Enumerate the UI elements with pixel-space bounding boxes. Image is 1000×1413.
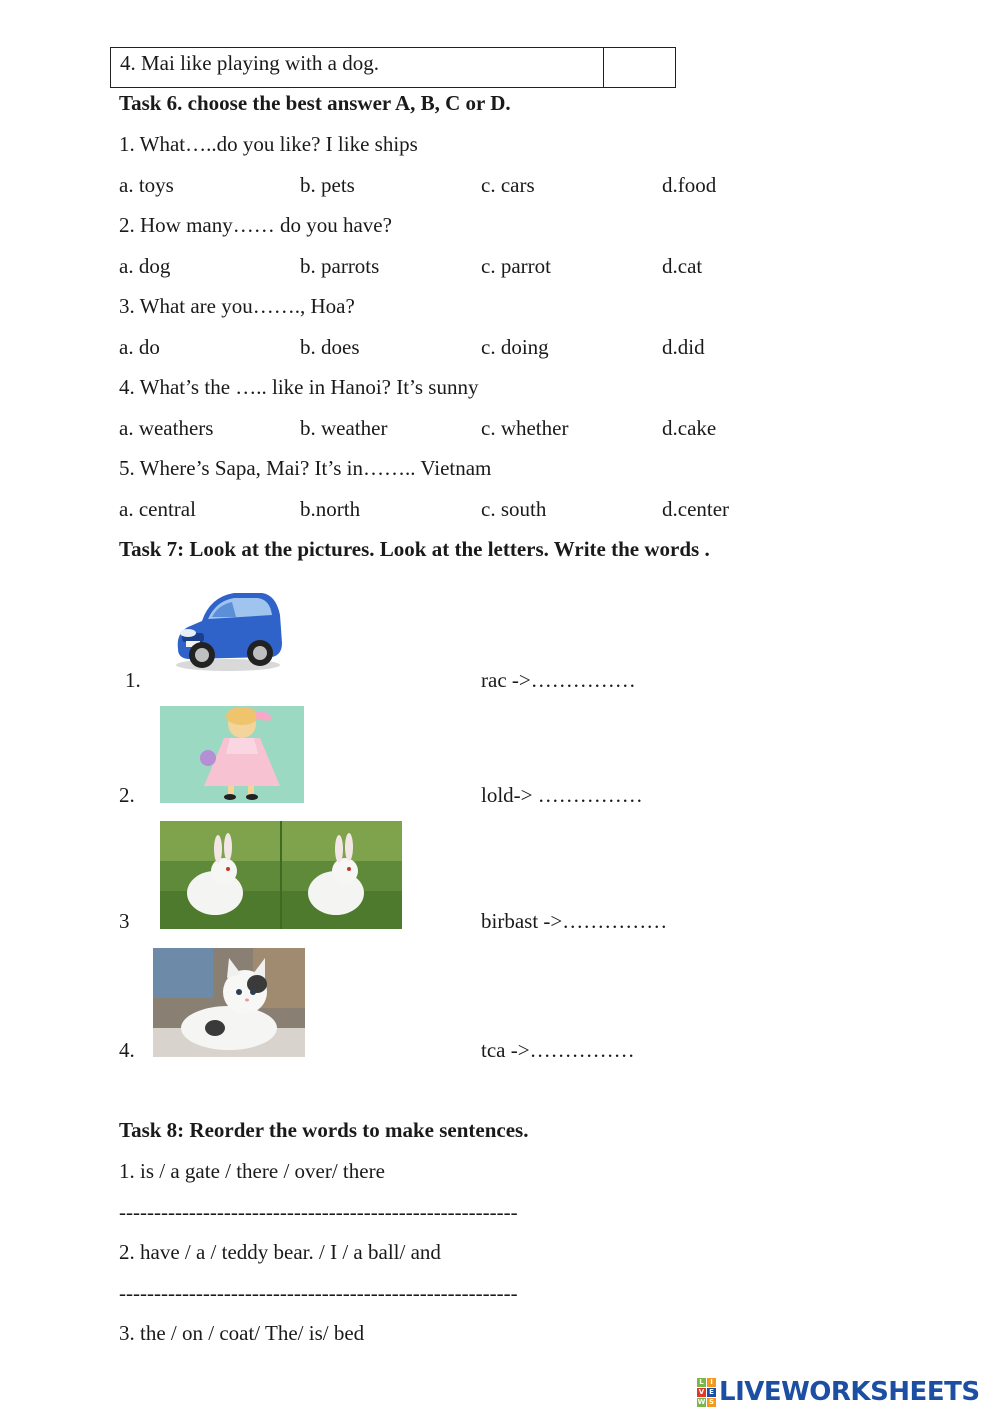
task7-item-1-scramble[interactable]: rac ->…………… xyxy=(481,668,636,692)
task8-answer-line-1[interactable]: --------------------------------------------------------- xyxy=(119,1200,518,1224)
logo-mark-icon xyxy=(697,1378,716,1407)
q2-option-d[interactable]: d.cat xyxy=(662,254,703,278)
q2-option-a[interactable]: a. dog xyxy=(119,254,171,278)
q1-option-c[interactable]: c. cars xyxy=(481,173,535,197)
q4-option-d[interactable]: d.cake xyxy=(662,416,717,440)
logo-mark-cell: E xyxy=(707,1388,716,1397)
logo-mark-cell: I xyxy=(707,1378,716,1387)
task6-question-5: 5. Where’s Sapa, Mai? It’s in…….. Vietnam xyxy=(119,456,492,480)
task6-title: Task 6. choose the best answer A, B, C or D. xyxy=(119,91,511,115)
task5-table-row xyxy=(110,47,676,88)
task7-item-4-number: 4. xyxy=(119,1038,135,1062)
task8-answer-line-2[interactable]: --------------------------------------------------------- xyxy=(119,1281,518,1305)
logo-mark-cell: W xyxy=(697,1397,706,1406)
table-divider xyxy=(603,48,604,87)
task8-question-1: 1. is / a gate / there / over/ there xyxy=(119,1159,385,1183)
logo-text: LIVEWORKSHEETS xyxy=(719,1377,980,1407)
task7-item-4-scramble[interactable]: tca ->…………… xyxy=(481,1038,635,1062)
kitten-picture xyxy=(153,948,305,1057)
logo-mark-cell: L xyxy=(697,1378,706,1387)
task8-question-3: 3. the / on / coat/ The/ is/ bed xyxy=(119,1321,365,1345)
q5-option-d[interactable]: d.center xyxy=(662,497,730,521)
task7-item-3-scramble[interactable]: birbast ->…………… xyxy=(481,909,668,933)
task7-item-3-number: 3 xyxy=(119,909,130,933)
q3-option-a[interactable]: a. do xyxy=(119,335,160,359)
task6-question-4: 4. What’s the ….. like in Hanoi? It’s sunny xyxy=(119,375,479,399)
q5-option-c[interactable]: c. south xyxy=(481,497,547,521)
q1-option-b[interactable]: b. pets xyxy=(300,173,355,197)
doll-picture xyxy=(160,706,304,803)
task6-question-2: 2. How many…… do you have? xyxy=(119,213,392,237)
task6-question-3: 3. What are you……., Hoa? xyxy=(119,294,355,318)
rabbits-picture xyxy=(160,821,402,929)
task7-item-2-number: 2. xyxy=(119,783,135,807)
q5-option-b[interactable]: b.north xyxy=(300,497,361,521)
q3-option-b[interactable]: b. does xyxy=(300,335,360,359)
car-picture xyxy=(172,583,284,683)
liveworksheets-logo[interactable] xyxy=(697,1377,980,1407)
task7-item-1-number: 1. xyxy=(125,668,141,692)
q2-option-b[interactable]: b. parrots xyxy=(300,254,380,278)
task7-title: Task 7: Look at the pictures. Look at the letters. Write the words . xyxy=(119,537,710,561)
task7-item-2-scramble[interactable]: lold-> …………… xyxy=(481,783,643,807)
q1-option-a[interactable]: a. toys xyxy=(119,173,174,197)
q4-option-b[interactable]: b. weather xyxy=(300,416,388,440)
q4-option-c[interactable]: c. whether xyxy=(481,416,569,440)
task6-question-1: 1. What…..do you like? I like ships xyxy=(119,132,418,156)
q3-option-c[interactable]: c. doing xyxy=(481,335,549,359)
q4-option-a[interactable]: a. weathers xyxy=(119,416,214,440)
task8-title: Task 8: Reorder the words to make sentences. xyxy=(119,1118,529,1142)
q1-option-d[interactable]: d.food xyxy=(662,173,717,197)
logo-mark-cell: S xyxy=(708,1397,715,1406)
task5-row-text: 4. Mai like playing with a dog. xyxy=(120,51,379,75)
task8-question-2: 2. have / a / teddy bear. / I / a ball/ and xyxy=(119,1240,441,1264)
q3-option-d[interactable]: d.did xyxy=(662,335,705,359)
logo-mark-cell: V xyxy=(698,1387,705,1396)
task5-answer-cell[interactable] xyxy=(611,51,671,81)
q2-option-c[interactable]: c. parrot xyxy=(481,254,551,278)
q5-option-a[interactable]: a. central xyxy=(119,497,196,521)
